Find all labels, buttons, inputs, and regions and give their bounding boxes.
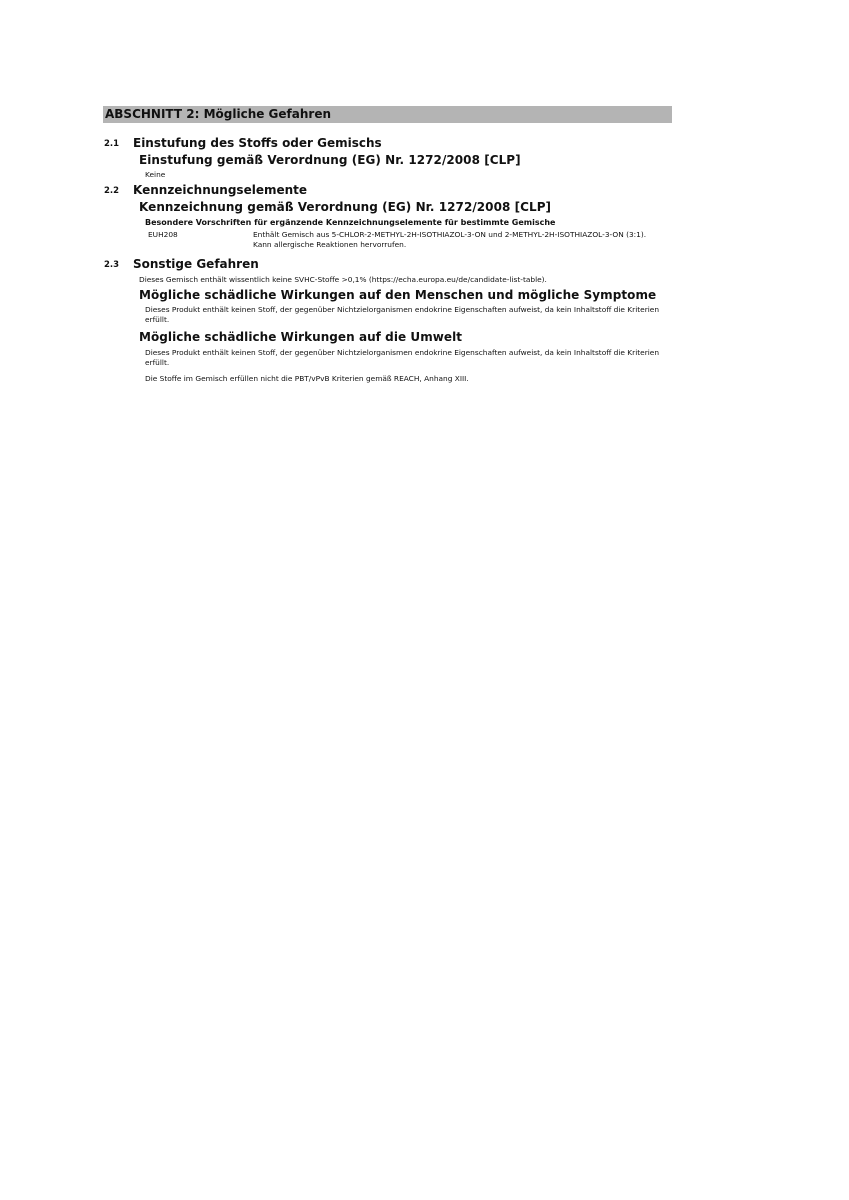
euh-code: EUH208 <box>148 230 178 239</box>
section-number-2-2: 2.2 <box>104 186 120 196</box>
section-number-2-3: 2.3 <box>104 260 120 270</box>
euh-description: Enthält Gemisch aus 5-CHLOR-2-METHYL-2H-ISOTHIAZOL-3-ON und 2-METHYL-2H-ISOTHIAZOL-3-ON (3:1). Kann allergische Reaktionen hervorrufen. <box>253 230 647 249</box>
subheading-environment-effects: Mögliche schädliche Wirkungen auf die Umwelt <box>139 330 463 344</box>
environment-effects-text: Dieses Produkt enthält keinen Stoff, der gegenüber Nichtzielorganismen endokrine Eigenschaften aufweist, da kein Inhaltstoff die Kriterien erfüllt. <box>145 348 660 367</box>
subheading-human-effects: Mögliche schädliche Wirkungen auf den Menschen und mögliche Symptome <box>139 288 657 302</box>
section-header-bar <box>103 106 672 123</box>
subheading-clp-classification: Einstufung gemäß Verordnung (EG) Nr. 1272/2008 [CLP] <box>139 153 521 167</box>
section-title: ABSCHNITT 2: Mögliche Gefahren <box>105 107 332 121</box>
human-effects-text: Dieses Produkt enthält keinen Stoff, der gegenüber Nichtzielorganismen endokrine Eigenschaften aufweist, da kein Inhaltstoff die Kriterien erfüllt. <box>145 305 660 324</box>
pbt-statement: Die Stoffe im Gemisch erfüllen nicht die PBT/vPvB Kriterien gemäß REACH, Anhang XIII. <box>145 374 469 383</box>
special-provisions-title: Besondere Vorschriften für ergänzende Kennzeichnungselemente für bestimmte Gemische <box>145 218 556 227</box>
heading-labelling-elements: Kennzeichnungselemente <box>133 183 308 197</box>
svhc-statement: Dieses Gemisch enthält wissentlich keine SVHC-Stoffe >0,1% (https://echa.europa.eu/de/candidate-list-table). <box>139 275 547 284</box>
subheading-clp-labelling: Kennzeichnung gemäß Verordnung (EG) Nr. 1272/2008 [CLP] <box>139 200 552 214</box>
heading-classification: Einstufung des Stoffs oder Gemischs <box>133 136 382 150</box>
heading-other-hazards: Sonstige Gefahren <box>133 257 259 271</box>
section-number-2-1: 2.1 <box>104 139 120 149</box>
classification-value: Keine <box>145 170 166 179</box>
